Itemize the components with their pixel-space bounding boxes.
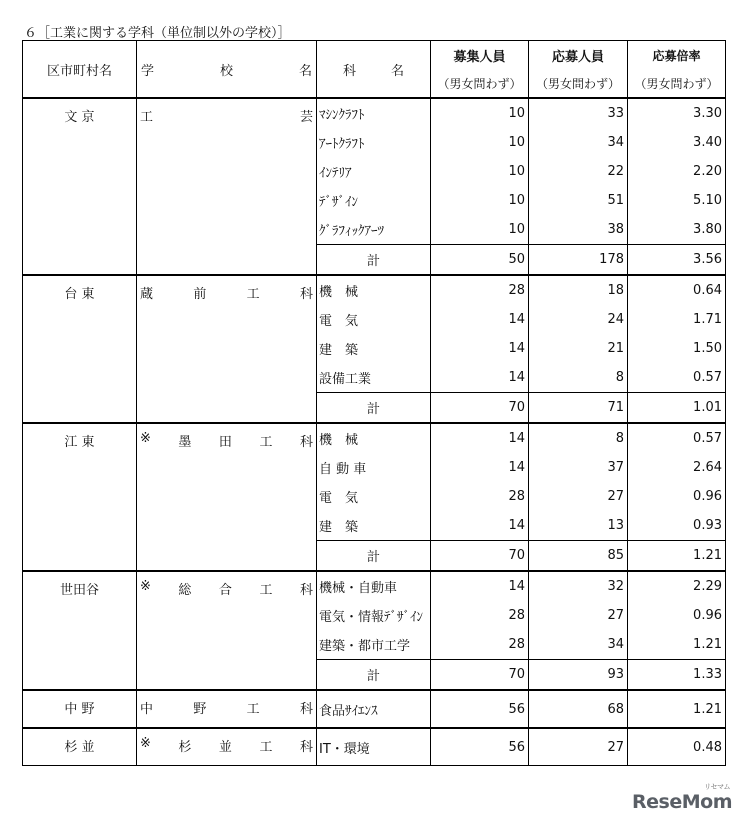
dept-cell: ｲﾝﾃﾘｱ xyxy=(317,157,431,186)
total-label: 計 xyxy=(317,541,431,572)
header-school: 学 校 名 xyxy=(137,41,317,99)
city-cell: 中 野 xyxy=(23,690,137,728)
ratio-cell: 1.21 xyxy=(628,541,726,572)
recruit-cell: 56 xyxy=(431,728,529,766)
resemom-logo: ReseMom リセマム xyxy=(632,783,732,813)
applicants-cell: 8 xyxy=(529,423,628,453)
table-row xyxy=(23,423,726,453)
header-recruit: 募集人員 xyxy=(431,41,529,70)
applicants-cell: 18 xyxy=(529,275,628,305)
ratio-cell: 3.30 xyxy=(628,98,726,128)
table-body xyxy=(23,98,726,766)
dept-cell: 設備工業 xyxy=(317,363,431,393)
header-ratio: 応募倍率 xyxy=(628,41,726,70)
dept-cell: 食品ｻｲｴﾝｽ xyxy=(317,690,431,728)
recruit-cell: 14 xyxy=(431,571,529,601)
ratio-cell: 1.33 xyxy=(628,660,726,691)
dept-cell: ﾏｼﾝｸﾗﾌﾄ xyxy=(317,98,431,128)
ratio-cell: 0.48 xyxy=(628,728,726,766)
dept-cell: 電 気 xyxy=(317,305,431,334)
applicants-cell: 24 xyxy=(529,305,628,334)
school-cell: 工 芸 xyxy=(137,98,317,275)
header-dept: 科 名 xyxy=(317,41,431,99)
school-cell: ※ 墨 田 工 科 xyxy=(137,423,317,571)
ratio-cell: 2.64 xyxy=(628,453,726,482)
school-cell: ※ 杉 並 工 科 xyxy=(137,728,317,766)
total-label: 計 xyxy=(317,660,431,691)
ratio-cell: 2.20 xyxy=(628,157,726,186)
applicants-cell: 178 xyxy=(529,245,628,276)
recruit-cell: 10 xyxy=(431,215,529,245)
applicants-cell: 93 xyxy=(529,660,628,691)
admission-table xyxy=(22,40,726,766)
ratio-cell: 3.40 xyxy=(628,128,726,157)
ratio-cell: 1.71 xyxy=(628,305,726,334)
applicants-cell: 27 xyxy=(529,482,628,511)
applicants-cell: 68 xyxy=(529,690,628,728)
recruit-cell: 14 xyxy=(431,363,529,393)
applicants-cell: 85 xyxy=(529,541,628,572)
table-row xyxy=(23,571,726,601)
recruit-cell: 56 xyxy=(431,690,529,728)
applicants-cell: 27 xyxy=(529,601,628,630)
applicants-cell: 51 xyxy=(529,186,628,215)
applicants-cell: 32 xyxy=(529,571,628,601)
dept-cell: IT・環境 xyxy=(317,728,431,766)
dept-cell: 機械・自動車 xyxy=(317,571,431,601)
school-cell: 中 野 工 科 xyxy=(137,690,317,728)
applicants-cell: 33 xyxy=(529,98,628,128)
dept-cell: 建 築 xyxy=(317,511,431,541)
table-row xyxy=(23,98,726,128)
ratio-cell: 1.50 xyxy=(628,334,726,363)
recruit-cell: 50 xyxy=(431,245,529,276)
recruit-cell: 70 xyxy=(431,393,529,424)
ratio-cell: 0.93 xyxy=(628,511,726,541)
dept-cell: 電 気 xyxy=(317,482,431,511)
header-recruit-note: （男女問わず） xyxy=(431,69,529,98)
applicants-cell: 21 xyxy=(529,334,628,363)
header-city: 区市町村名 xyxy=(23,41,137,99)
applicants-cell: 37 xyxy=(529,453,628,482)
school-cell: ※ 総 合 工 科 xyxy=(137,571,317,690)
applicants-cell: 34 xyxy=(529,128,628,157)
city-cell: 世田谷 xyxy=(23,571,137,690)
recruit-cell: 70 xyxy=(431,541,529,572)
recruit-cell: 10 xyxy=(431,186,529,215)
ratio-cell: 0.57 xyxy=(628,423,726,453)
dept-cell: 建築・都市工学 xyxy=(317,630,431,660)
recruit-cell: 10 xyxy=(431,98,529,128)
ratio-cell: 1.01 xyxy=(628,393,726,424)
ratio-cell: 0.57 xyxy=(628,363,726,393)
dept-cell: 建 築 xyxy=(317,334,431,363)
recruit-cell: 28 xyxy=(431,601,529,630)
recruit-cell: 28 xyxy=(431,630,529,660)
applicants-cell: 38 xyxy=(529,215,628,245)
school-cell: 蔵 前 工 科 xyxy=(137,275,317,423)
recruit-cell: 14 xyxy=(431,334,529,363)
ratio-cell: 3.56 xyxy=(628,245,726,276)
ratio-cell: 3.80 xyxy=(628,215,726,245)
dept-cell: 電気・情報ﾃﾞｻﾞｲﾝ xyxy=(317,601,431,630)
total-label: 計 xyxy=(317,245,431,276)
table-row xyxy=(23,728,726,766)
city-cell: 杉 並 xyxy=(23,728,137,766)
ratio-cell: 2.29 xyxy=(628,571,726,601)
dept-cell: ﾃﾞｻﾞｲﾝ xyxy=(317,186,431,215)
dept-cell: 自 動 車 xyxy=(317,453,431,482)
recruit-cell: 14 xyxy=(431,423,529,453)
city-cell: 文 京 xyxy=(23,98,137,275)
dept-cell: 機 械 xyxy=(317,423,431,453)
ratio-cell: 5.10 xyxy=(628,186,726,215)
ratio-cell: 0.96 xyxy=(628,601,726,630)
applicants-cell: 27 xyxy=(529,728,628,766)
city-cell: 江 東 xyxy=(23,423,137,571)
ratio-cell: 1.21 xyxy=(628,630,726,660)
recruit-cell: 14 xyxy=(431,453,529,482)
applicants-cell: 13 xyxy=(529,511,628,541)
header-applicants: 応募人員 xyxy=(529,41,628,70)
applicants-cell: 71 xyxy=(529,393,628,424)
table-row xyxy=(23,275,726,305)
applicants-cell: 22 xyxy=(529,157,628,186)
dept-cell: ｱｰﾄｸﾗﾌﾄ xyxy=(317,128,431,157)
recruit-cell: 28 xyxy=(431,275,529,305)
recruit-cell: 10 xyxy=(431,157,529,186)
recruit-cell: 70 xyxy=(431,660,529,691)
dept-cell: ｸﾞﾗﾌｨｯｸｱｰﾂ xyxy=(317,215,431,245)
ratio-cell: 1.21 xyxy=(628,690,726,728)
header-applicants-note: （男女問わず） xyxy=(529,69,628,98)
ratio-cell: 0.64 xyxy=(628,275,726,305)
header-ratio-note: （男女問わず） xyxy=(628,69,726,98)
total-label: 計 xyxy=(317,393,431,424)
dept-cell: 機 械 xyxy=(317,275,431,305)
applicants-cell: 8 xyxy=(529,363,628,393)
city-cell: 台 東 xyxy=(23,275,137,423)
table-row xyxy=(23,690,726,728)
recruit-cell: 14 xyxy=(431,511,529,541)
table-title: ６［工業に関する学科（単位制以外の学校）］ xyxy=(24,26,291,41)
recruit-cell: 14 xyxy=(431,305,529,334)
applicants-cell: 34 xyxy=(529,630,628,660)
recruit-cell: 10 xyxy=(431,128,529,157)
ratio-cell: 0.96 xyxy=(628,482,726,511)
recruit-cell: 28 xyxy=(431,482,529,511)
